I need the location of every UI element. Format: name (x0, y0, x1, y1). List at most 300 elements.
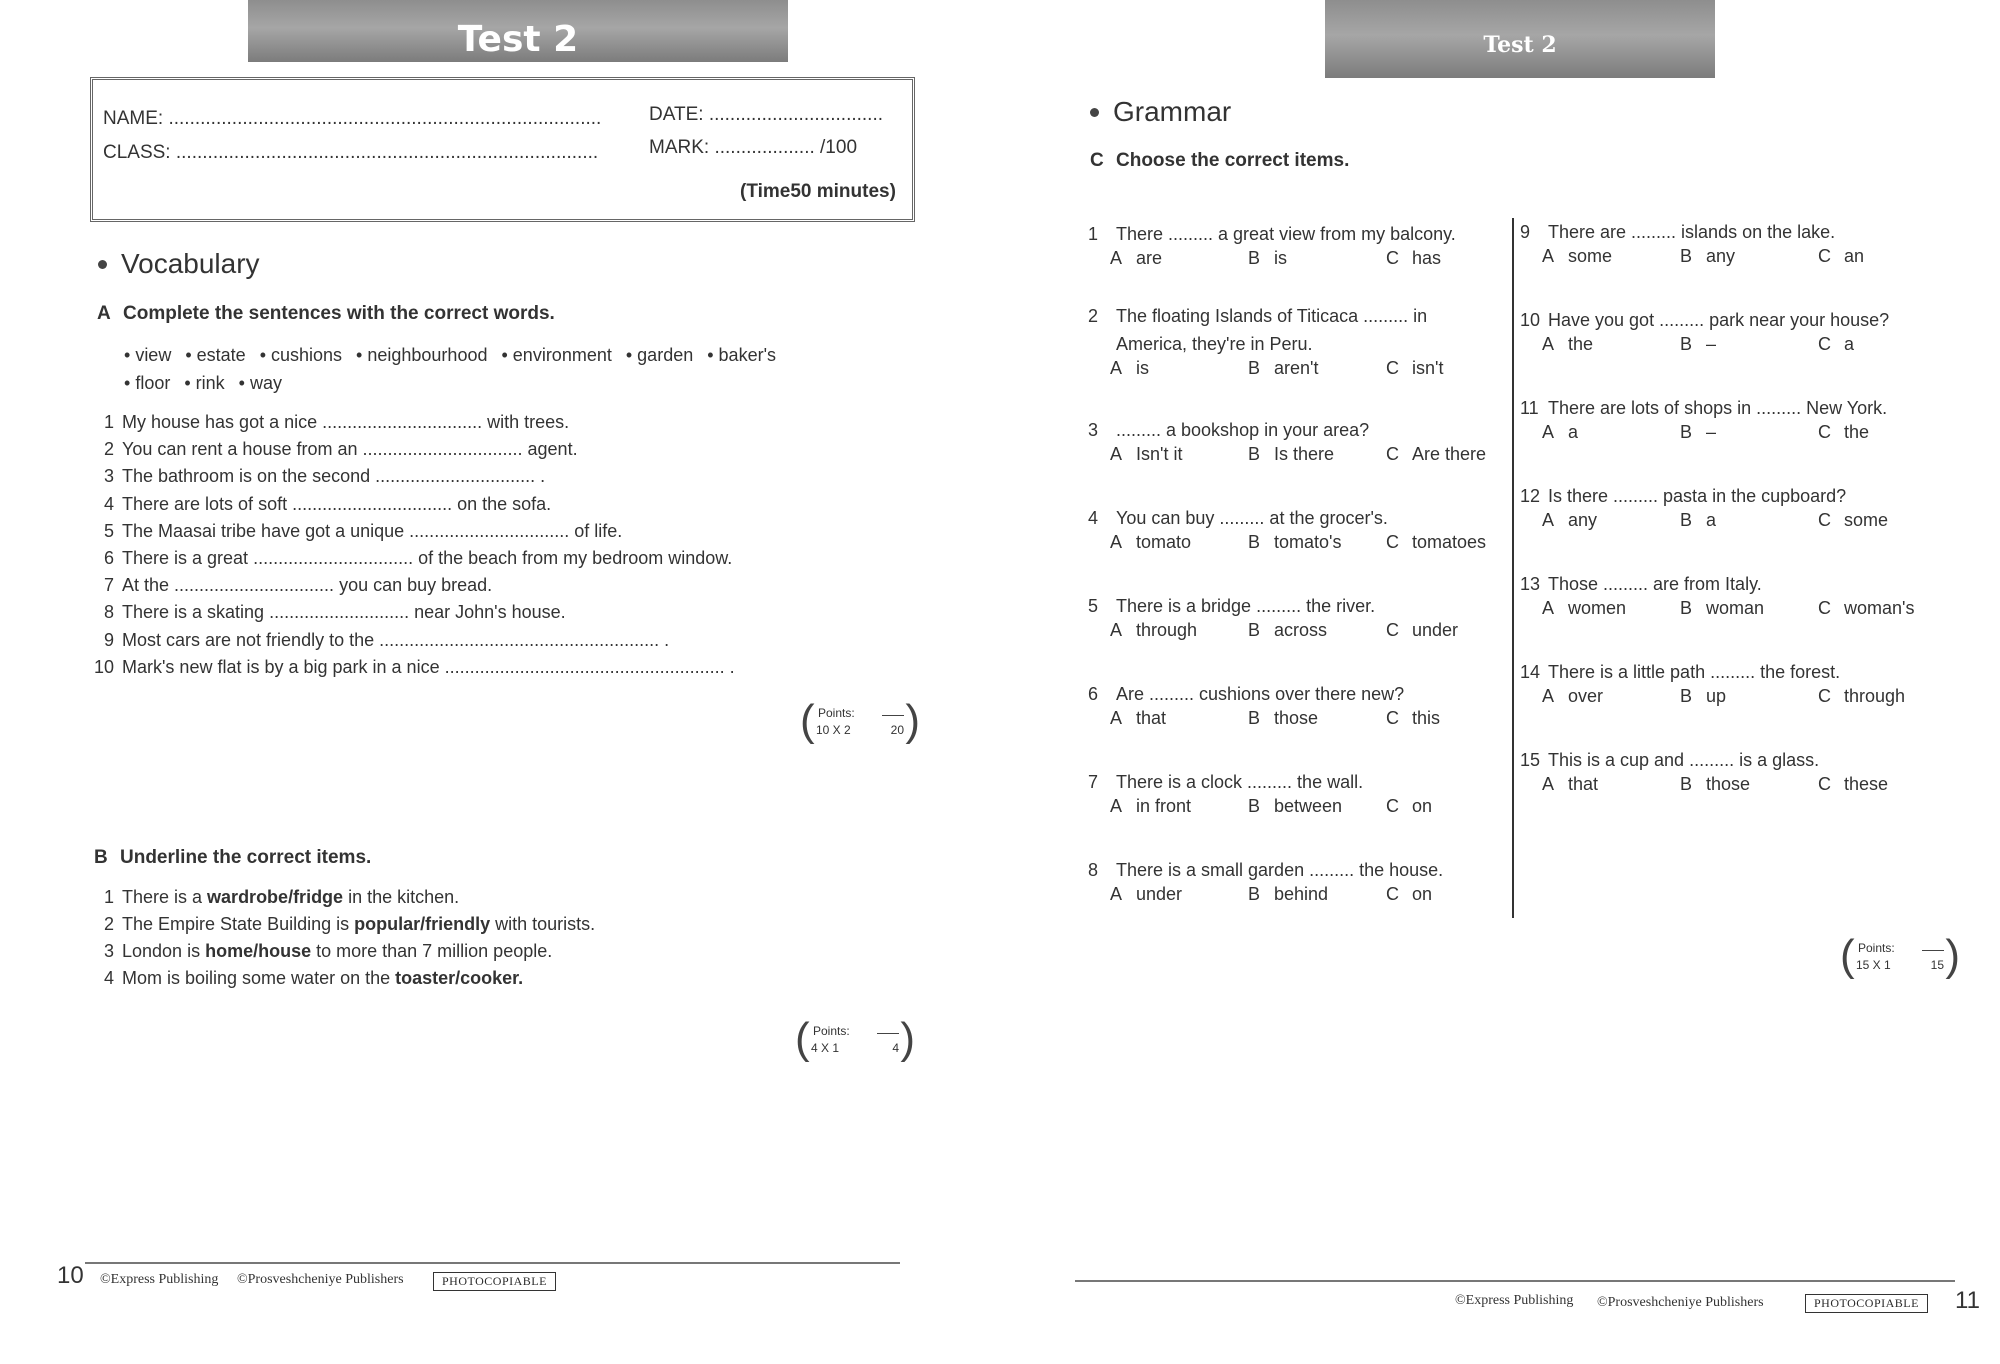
item-number: 2 (103, 914, 114, 934)
question-text: Is there ......... pasta in the cupboard? (1548, 486, 1847, 506)
word-box-word: • baker's (707, 345, 776, 365)
word-box-line-2 (124, 369, 804, 397)
answer-options (1088, 248, 1498, 276)
vocab-item[interactable] (88, 439, 578, 460)
points-label: Points: (1858, 941, 1895, 955)
option-b[interactable] (1680, 598, 1764, 619)
option-letter: C (1818, 246, 1831, 266)
student-info-box (90, 77, 915, 222)
question-text: The floating Islands of Titicaca ......... in America, they're in Peru. (1116, 306, 1428, 354)
item-text: Most cars are not friendly to the ........................................................ . (122, 629, 670, 650)
option-letter: A (1110, 884, 1123, 904)
option-letter: C (1386, 708, 1399, 728)
option-letter: A (1110, 796, 1123, 816)
option-b[interactable] (1248, 620, 1327, 641)
option-text: is (1136, 358, 1149, 378)
question-stem (1088, 680, 1498, 708)
option-b[interactable] (1248, 532, 1341, 553)
option-text: – (1706, 334, 1717, 354)
option-letter: B (1680, 246, 1693, 266)
answer-options (1088, 532, 1498, 560)
question-stem (1088, 504, 1498, 532)
option-c[interactable] (1818, 774, 1888, 795)
item-number: 7 (103, 575, 114, 596)
question-number: 7 (1088, 772, 1099, 792)
option-text: women (1568, 598, 1627, 618)
question-text: There are ......... islands on the lake. (1548, 222, 1836, 242)
option-text: isn't (1412, 358, 1444, 378)
grammar-question (1088, 302, 1498, 386)
option-text: an (1844, 246, 1865, 266)
answer-options (1088, 620, 1498, 648)
vocab-item[interactable] (88, 602, 566, 623)
paren-right: ) (900, 1014, 915, 1063)
bullet-icon (1090, 108, 1099, 117)
points-label: Points: (818, 706, 855, 720)
grammar-question (1088, 504, 1498, 560)
question-number: 2 (1088, 306, 1099, 326)
item-text: There are lots of soft ................................ on the sofa. (122, 493, 552, 514)
option-b[interactable] (1248, 444, 1334, 465)
option-c[interactable] (1386, 444, 1486, 465)
question-number: 8 (1088, 860, 1099, 880)
word-box-word: • floor (124, 373, 170, 393)
option-text: tomato's (1274, 532, 1342, 552)
question-stem (1520, 746, 1930, 774)
task-b-instruction (94, 847, 371, 869)
item-text: The Maasai tribe have got a unique ................................ of life. (122, 520, 623, 541)
question-text: There is a clock ......... the wall. (1116, 772, 1364, 792)
question-number: 12 (1520, 486, 1541, 506)
option-a[interactable] (1110, 358, 1149, 379)
option-letter: A (1110, 358, 1123, 378)
option-c[interactable] (1818, 510, 1888, 531)
option-text: on (1412, 796, 1433, 816)
grammar-question (1520, 746, 1930, 802)
grammar-title: Grammar (1113, 96, 1232, 127)
name-field[interactable]: NAME: .................................................................................. (103, 108, 602, 129)
option-letter: A (1542, 334, 1555, 354)
option-text: behind (1274, 884, 1329, 904)
word-box-word: • environment (501, 345, 611, 365)
question-text: Those ......... are from Italy. (1548, 574, 1762, 594)
question-number: 3 (1088, 420, 1099, 440)
option-text: that (1136, 708, 1167, 728)
answer-options (1520, 246, 1930, 274)
option-a[interactable] (1110, 796, 1191, 817)
question-text: You can buy ......... at the grocer's. (1116, 508, 1388, 528)
vocab-item[interactable] (88, 466, 545, 487)
question-stem (1520, 482, 1930, 510)
option-text: the (1844, 422, 1870, 442)
question-text: There is a bridge ......... the river. (1116, 596, 1376, 616)
vocab-item[interactable] (88, 412, 569, 433)
answer-options (1088, 358, 1498, 386)
option-text: is (1274, 248, 1287, 268)
question-text: There are lots of shops in ......... New York. (1548, 398, 1888, 418)
points-total: 20 (890, 723, 904, 737)
answer-options (1520, 334, 1930, 362)
task-letter: B (94, 847, 108, 868)
page-number-left: 10 (57, 1262, 84, 1289)
question-stem (1520, 394, 1930, 422)
option-text: any (1706, 246, 1736, 266)
option-c[interactable] (1386, 248, 1441, 269)
points-label: Points: (813, 1024, 850, 1038)
option-letter: C (1818, 686, 1831, 706)
option-c[interactable] (1386, 884, 1432, 905)
option-c[interactable] (1386, 620, 1458, 641)
option-letter: A (1110, 620, 1123, 640)
photocopiable-badge-right: PHOTOCOPIABLE (1805, 1294, 1928, 1313)
option-c[interactable] (1386, 532, 1486, 553)
question-number: 1 (1088, 224, 1099, 244)
bullet-icon (98, 260, 107, 269)
vocabulary-heading (98, 248, 260, 280)
answer-options (1088, 796, 1498, 824)
option-a[interactable] (1542, 598, 1626, 619)
option-text: in front (1136, 796, 1192, 816)
item-text-before: Mom is boiling some water on the (122, 968, 396, 988)
option-text: has (1412, 248, 1442, 268)
option-text: are (1136, 248, 1163, 268)
item-number: 1 (103, 412, 114, 432)
task-a-instruction (97, 303, 555, 325)
option-letter: A (1542, 422, 1555, 442)
option-b[interactable] (1680, 774, 1750, 795)
item-text-before: There is a (122, 887, 208, 907)
option-b[interactable] (1680, 246, 1735, 267)
underline-item (88, 968, 523, 989)
grammar-question (1088, 592, 1498, 648)
choice-pair[interactable]: toaster/cooker. (395, 968, 524, 988)
vocab-item[interactable] (88, 494, 551, 515)
option-b[interactable] (1680, 422, 1716, 443)
item-text-before: The Empire State Building is (122, 914, 355, 934)
option-letter: A (1542, 510, 1555, 530)
option-c[interactable] (1818, 422, 1869, 443)
class-field[interactable]: CLASS: ................................................................................ (103, 142, 599, 163)
option-a[interactable] (1542, 510, 1597, 531)
grammar-question (1520, 570, 1930, 626)
option-a[interactable] (1110, 248, 1162, 269)
option-a[interactable] (1110, 884, 1182, 905)
item-number: 4 (103, 968, 114, 988)
option-a[interactable] (1542, 422, 1578, 443)
item-number: 10 (93, 656, 114, 677)
vocab-item[interactable] (88, 548, 732, 569)
option-letter: B (1248, 884, 1261, 904)
option-c[interactable] (1818, 686, 1905, 707)
grammar-question (1520, 306, 1930, 362)
choice-pair[interactable]: wardrobe/fridge (207, 887, 344, 907)
option-letter: A (1542, 598, 1555, 618)
vocabulary-title: Vocabulary (121, 248, 260, 279)
word-box (124, 341, 804, 397)
question-text: ......... a bookshop in your area? (1116, 420, 1370, 440)
word-box-word: • view (124, 345, 171, 365)
option-letter: C (1386, 444, 1399, 464)
question-stem (1088, 856, 1498, 884)
question-text: There is a small garden ......... the house. (1116, 860, 1444, 880)
option-letter: B (1248, 248, 1261, 268)
option-letter: A (1110, 444, 1123, 464)
item-number: 2 (103, 439, 114, 460)
option-a[interactable] (1542, 246, 1612, 267)
grammar-question (1088, 220, 1498, 276)
item-number: 1 (103, 887, 114, 907)
option-text: over (1568, 686, 1604, 706)
choice-pair[interactable]: popular/friendly (354, 914, 491, 934)
answer-options (1088, 708, 1498, 736)
question-stem (1520, 658, 1930, 686)
grammar-heading (1090, 96, 1231, 128)
task-letter: A (97, 303, 111, 324)
item-text-after: with tourists. (490, 914, 596, 934)
option-c[interactable] (1818, 246, 1864, 267)
option-letter: A (1542, 774, 1555, 794)
publisher-prosv-left: ©Prosveshcheniye Publishers (237, 1272, 404, 1287)
option-text: – (1706, 422, 1717, 442)
question-number: 10 (1520, 310, 1541, 330)
score-line[interactable] (877, 1033, 899, 1034)
vocab-item[interactable] (88, 630, 669, 651)
publisher-prosv-right: ©Prosveshcheniye Publishers (1597, 1295, 1764, 1310)
option-b[interactable] (1248, 796, 1342, 817)
word-box-line-1 (124, 341, 804, 369)
question-text: There is a little path ......... the forest. (1548, 662, 1841, 682)
score-line[interactable] (882, 715, 904, 716)
answer-options (1088, 884, 1498, 912)
option-a[interactable] (1110, 532, 1191, 553)
option-letter: B (1248, 796, 1261, 816)
paren-right: ) (1945, 931, 1960, 980)
photocopiable-badge-left: PHOTOCOPIABLE (433, 1272, 556, 1291)
option-c[interactable] (1386, 796, 1432, 817)
option-b[interactable] (1680, 686, 1726, 707)
vocab-item[interactable] (88, 657, 735, 678)
points-box-b (795, 1014, 915, 1068)
question-stem (1088, 768, 1498, 796)
question-number: 6 (1088, 684, 1099, 704)
word-box-word: • way (239, 373, 282, 393)
option-text: those (1706, 774, 1751, 794)
option-a[interactable] (1542, 686, 1603, 707)
question-number: 15 (1520, 750, 1541, 770)
answer-options (1520, 598, 1930, 626)
publisher-express-left: ©Express Publishing (100, 1272, 219, 1287)
points-multiplier: 4 X 1 (811, 1041, 840, 1055)
answer-options (1520, 422, 1930, 450)
option-letter: A (1542, 246, 1555, 266)
vocab-item[interactable] (88, 521, 622, 542)
option-letter: B (1248, 532, 1261, 552)
item-text: The bathroom is on the second ................................ . (122, 466, 546, 487)
option-text: tomato (1136, 532, 1192, 552)
question-text: Have you got ......... park near your house? (1548, 310, 1890, 330)
task-letter: C (1090, 150, 1104, 171)
option-text: these (1844, 774, 1889, 794)
option-text: under (1412, 620, 1459, 640)
option-text: Is there (1274, 444, 1335, 464)
option-letter: A (1542, 686, 1555, 706)
underline-item (88, 914, 595, 935)
option-letter: B (1248, 708, 1261, 728)
task-text: Complete the sentences with the correct words. (123, 303, 555, 324)
item-text-before: London is (122, 941, 206, 961)
question-number: 14 (1520, 662, 1541, 682)
option-a[interactable] (1110, 708, 1166, 729)
points-multiplier: 10 X 2 (816, 723, 851, 737)
word-box-word: • estate (185, 345, 245, 365)
score-line[interactable] (1922, 950, 1944, 951)
option-letter: B (1680, 774, 1693, 794)
option-letter: C (1818, 774, 1831, 794)
item-text: There is a great ................................ of the beach from my bedroom window. (122, 548, 733, 568)
answer-options (1520, 774, 1930, 802)
question-stem (1520, 218, 1930, 246)
right-test-banner: Test 2 (1325, 0, 1715, 78)
option-text: the (1568, 334, 1594, 354)
item-text-after: to more than 7 million people. (311, 941, 553, 961)
vocab-item[interactable] (88, 575, 492, 596)
option-letter: B (1680, 334, 1693, 354)
question-number: 4 (1088, 508, 1099, 528)
paren-left: ( (800, 696, 815, 745)
answer-options (1520, 686, 1930, 714)
time-label: (Time50 minutes) (740, 181, 896, 202)
points-total: 4 (892, 1041, 899, 1055)
grammar-question (1520, 658, 1930, 714)
item-text-after: in the kitchen. (343, 887, 460, 907)
question-text: Are ......... cushions over there new? (1116, 684, 1405, 704)
footer-rule-left (85, 1262, 900, 1264)
option-c[interactable] (1386, 358, 1443, 379)
option-b[interactable] (1248, 358, 1318, 379)
option-letter: B (1680, 598, 1693, 618)
task-c-instruction (1090, 150, 1349, 172)
paren-right: ) (905, 696, 920, 745)
option-letter: C (1386, 358, 1399, 378)
question-number: 5 (1088, 596, 1099, 616)
option-b[interactable] (1248, 708, 1318, 729)
item-text: There is a skating ............................ near John's house. (122, 602, 566, 623)
answer-options (1520, 510, 1930, 538)
option-text: Are there (1412, 444, 1487, 464)
question-text: There ......... a great view from my balcony. (1116, 224, 1456, 244)
option-text: some (1568, 246, 1613, 266)
option-text: on (1412, 884, 1433, 904)
option-text: a (1706, 510, 1717, 530)
item-number: 6 (103, 548, 114, 568)
option-b[interactable] (1248, 884, 1328, 905)
option-c[interactable] (1818, 598, 1914, 619)
left-test-banner: Test 2 (248, 0, 788, 62)
paren-left: ( (795, 1014, 810, 1063)
option-b[interactable] (1680, 510, 1716, 531)
option-text: through (1844, 686, 1906, 706)
item-text: You can rent a house from an ................................ agent. (122, 439, 578, 460)
option-a[interactable] (1110, 444, 1182, 465)
question-text: This is a cup and ......... is a glass. (1548, 750, 1820, 770)
option-letter: C (1818, 598, 1831, 618)
mark-field[interactable]: MARK: ................... /100 (649, 137, 858, 158)
footer-rule-right (1075, 1280, 1955, 1282)
choice-pair[interactable]: home/house (205, 941, 312, 961)
option-text: through (1136, 620, 1198, 640)
question-stem (1088, 302, 1498, 358)
option-letter: C (1386, 884, 1399, 904)
option-text: aren't (1274, 358, 1319, 378)
option-text: Isn't it (1136, 444, 1183, 464)
question-number: 11 (1520, 398, 1539, 418)
option-letter: C (1818, 422, 1831, 442)
option-a[interactable] (1110, 620, 1197, 641)
option-text: those (1274, 708, 1319, 728)
option-letter: B (1248, 620, 1261, 640)
item-number: 9 (103, 629, 114, 650)
grammar-question (1520, 218, 1930, 274)
item-number: 3 (103, 941, 114, 961)
points-box-c (1840, 931, 1960, 985)
date-field[interactable]: DATE: ................................. (649, 104, 884, 125)
item-number: 5 (103, 520, 114, 541)
option-letter: A (1110, 248, 1123, 268)
question-stem (1088, 416, 1498, 444)
option-text: that (1568, 774, 1599, 794)
option-letter: C (1386, 248, 1399, 268)
option-letter: A (1110, 532, 1123, 552)
points-box-a (800, 696, 920, 750)
grammar-question (1520, 394, 1930, 450)
option-c[interactable] (1386, 708, 1440, 729)
option-letter: B (1248, 444, 1261, 464)
paren-left: ( (1840, 931, 1855, 980)
option-a[interactable] (1542, 334, 1593, 355)
question-number: 9 (1520, 222, 1531, 242)
word-box-word: • rink (184, 373, 224, 393)
option-b[interactable] (1680, 334, 1716, 355)
grammar-question (1088, 768, 1498, 824)
publisher-express-right: ©Express Publishing (1455, 1293, 1574, 1308)
option-b[interactable] (1248, 248, 1287, 269)
option-letter: B (1680, 422, 1693, 442)
task-text: Choose the correct items. (1116, 150, 1350, 171)
option-text: a (1844, 334, 1855, 354)
option-letter: B (1248, 358, 1261, 378)
grammar-question (1520, 482, 1930, 538)
option-text: under (1136, 884, 1183, 904)
item-number: 8 (103, 602, 114, 623)
grammar-question (1088, 416, 1498, 472)
item-text: At the ................................ you can buy bread. (122, 575, 493, 596)
item-text: Mark's new flat is by a big park in a nice ........................................................ . (122, 656, 735, 677)
option-letter: C (1386, 796, 1399, 816)
option-a[interactable] (1542, 774, 1598, 795)
option-letter: B (1680, 686, 1693, 706)
column-divider (1512, 218, 1514, 918)
option-letter: C (1818, 510, 1831, 530)
option-letter: C (1386, 532, 1399, 552)
task-text: Underline the correct items. (120, 847, 372, 868)
option-text: woman (1706, 598, 1765, 618)
option-text: up (1706, 686, 1727, 706)
option-c[interactable] (1818, 334, 1854, 355)
item-number: 3 (103, 466, 114, 487)
grammar-question (1088, 680, 1498, 736)
word-box-word: • cushions (260, 345, 342, 365)
underline-item (88, 941, 552, 962)
